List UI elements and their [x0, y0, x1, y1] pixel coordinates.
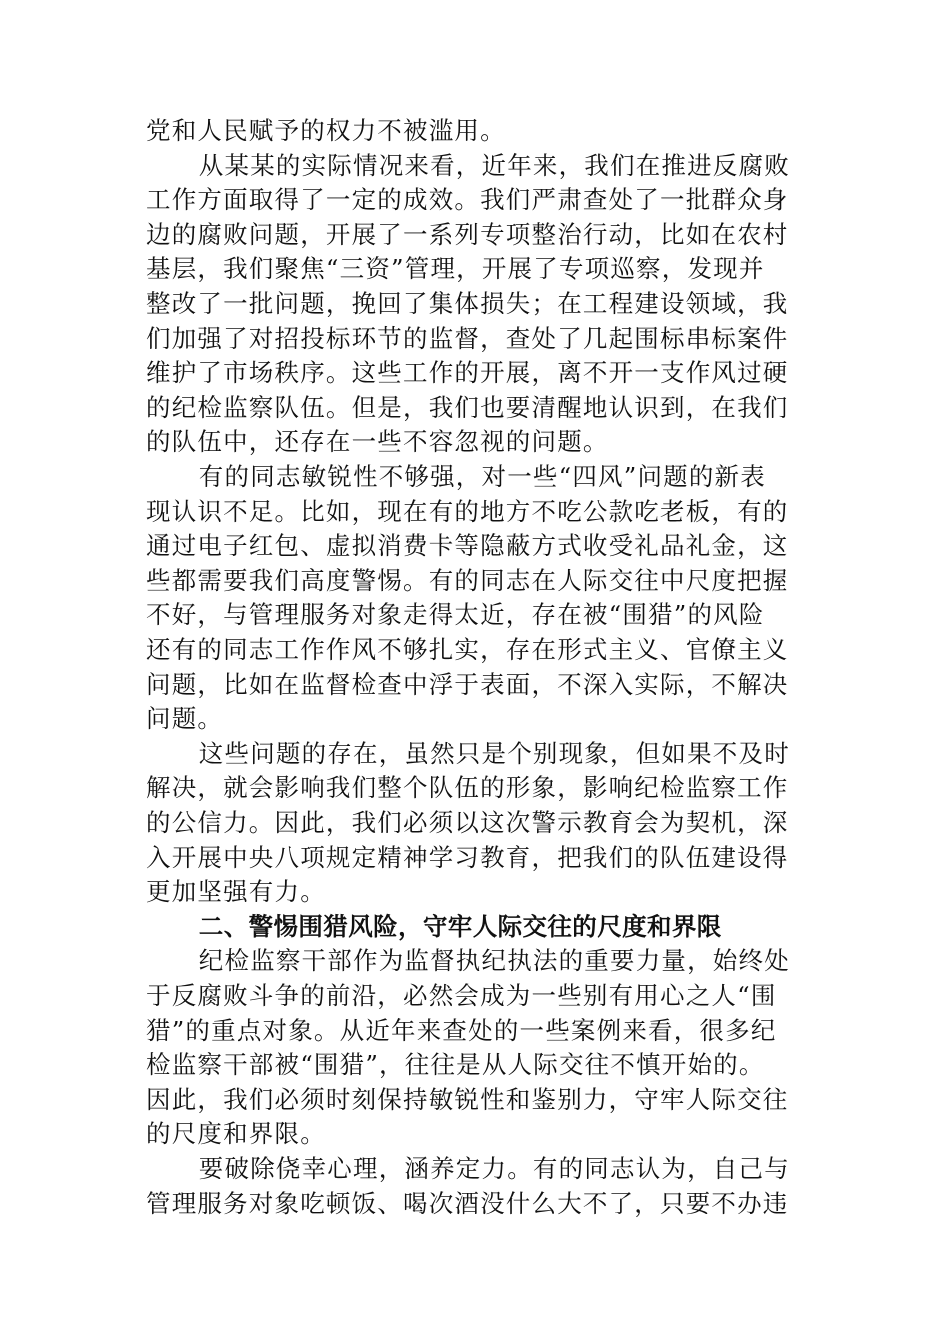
- text-line: 现认识不足。比如，现在有的地方不吃公款吃老板，有的: [146, 496, 789, 526]
- text-line: 管理服务对象吃顿饭、喝次酒没什么大不了，只要不办违: [146, 1188, 789, 1218]
- text-line: 的队伍中，还存在一些不容忽视的问题。: [146, 427, 609, 457]
- text-line: 更加坚强有力。: [146, 877, 326, 907]
- section-heading: 二、警惕围猎风险，守牢人际交往的尺度和界限: [198, 911, 722, 941]
- text-line: 纪检监察干部作为监督执纪执法的重要力量，始终处: [198, 946, 790, 976]
- text-line: 不好，与管理服务对象走得太近，存在被“围猎”的风险: [146, 600, 765, 630]
- text-line: 基层，我们聚焦“三资”管理，开展了专项巡察，发现并: [146, 254, 765, 284]
- text-line: 解决，就会影响我们整个队伍的形象，影响纪检监察工作: [146, 773, 789, 803]
- text-line: 整改了一批问题，挽回了集体损失；在工程建设领域，我: [146, 289, 789, 318]
- text-line: 通过电子红包、虚拟消费卡等隐蔽方式收受礼品礼金，这: [146, 531, 789, 561]
- text-line: 检监察干部被“围猎”，往往是从人际交往不慎开始的。: [146, 1050, 765, 1080]
- text-line: 要破除侥幸心理，涵养定力。有的同志认为，自己与: [198, 1154, 790, 1183]
- text-line: 党和人民赋予的权力不被滥用。: [146, 116, 506, 145]
- text-line: 维护了市场秩序。这些工作的开展，离不开一支作风过硬: [146, 358, 789, 388]
- text-line: 们加强了对招投标环节的监督，查处了几起围标串标案件: [146, 323, 789, 353]
- text-line: 入开展中央八项规定精神学习教育，把我们的队伍建设得: [146, 842, 789, 872]
- text-line: 有的同志敏锐性不够强，对一些“四风”问题的新表: [198, 462, 766, 491]
- text-line: 因此，我们必须时刻保持敏锐性和鉴别力，守牢人际交往: [146, 1084, 789, 1114]
- text-line: 问题。: [146, 704, 224, 734]
- text-line: 些都需要我们高度警惕。有的同志在人际交往中尺度把握: [146, 565, 789, 595]
- text-line: 猎”的重点对象。从近年来查处的一些案例来看，很多纪: [146, 1015, 777, 1045]
- text-line: 的公信力。因此，我们必须以这次警示教育会为契机，深: [146, 808, 789, 837]
- text-line: 这些问题的存在，虽然只是个别现象，但如果不及时: [198, 738, 790, 768]
- text-line: 的纪检监察队伍。但是，我们也要清醒地认识到，在我们: [146, 392, 789, 422]
- text-line: 问题，比如在监督检查中浮于表面，不深入实际，不解决: [146, 669, 789, 699]
- text-line: 工作方面取得了一定的成效。我们严肃查处了一批群众身: [146, 185, 789, 215]
- text-line: 从某某的实际情况来看，近年来，我们在推进反腐败: [198, 150, 790, 180]
- text-line: 的尺度和界限。: [146, 1119, 326, 1149]
- text-line: 于反腐败斗争的前沿，必然会成为一些别有用心之人“围: [146, 981, 777, 1010]
- text-line: 还有的同志工作作风不够扎实，存在形式主义、官僚主义: [146, 635, 789, 664]
- text-line: 边的腐败问题，开展了一系列专项整治行动，比如在农村: [146, 219, 789, 249]
